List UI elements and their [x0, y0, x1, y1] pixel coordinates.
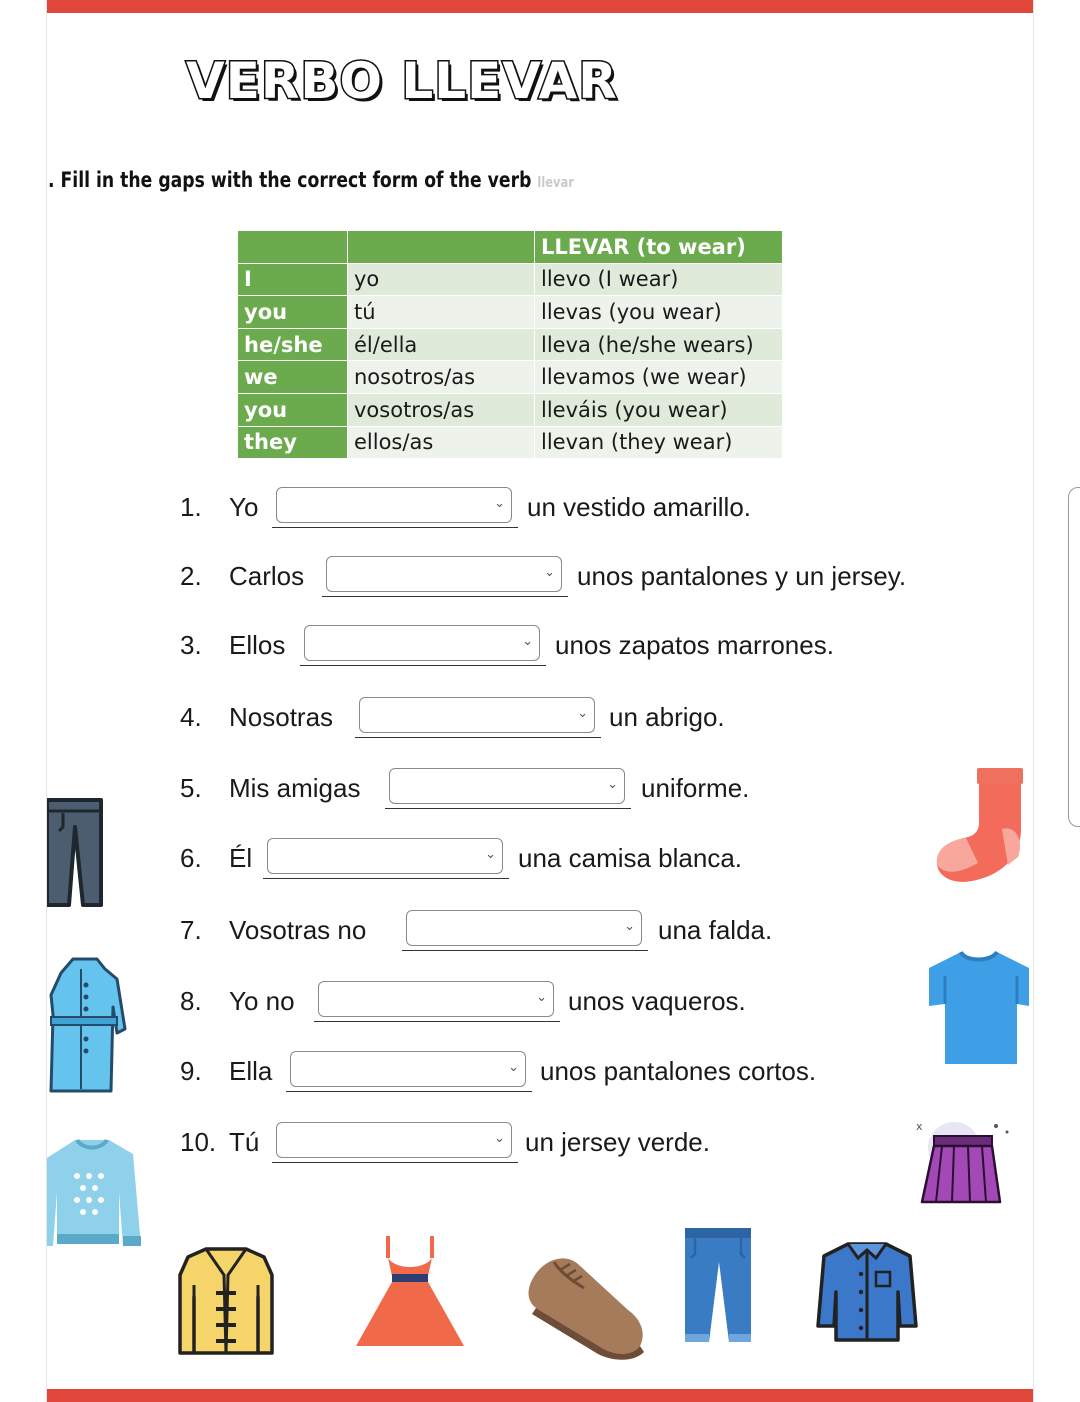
- tshirt-icon: [925, 948, 1033, 1068]
- sock-icon: [932, 765, 1027, 887]
- table-cell-form: llevan (they wear): [535, 426, 783, 459]
- exercise-rest: una camisa blanca.: [518, 843, 743, 873]
- chevron-down-icon: ⌄: [522, 633, 533, 648]
- chevron-down-icon: ⌄: [536, 989, 547, 1004]
- table-row: [238, 426, 783, 459]
- table-header-cell: [238, 231, 348, 264]
- exercise-number: 6.: [180, 843, 202, 873]
- page-title: VERBO LLEVAR: [186, 52, 618, 110]
- exercise-subject: Yo no: [229, 986, 295, 1016]
- answer-blank: [286, 1051, 532, 1092]
- exercise-subject: Mis amigas: [229, 773, 361, 803]
- svg-text:x: x: [916, 1120, 923, 1133]
- table-cell-english: you: [238, 296, 348, 329]
- shoe-icon: [524, 1252, 650, 1360]
- exercise-subject: Nosotras: [229, 702, 334, 732]
- exercise-number: 10.: [180, 1127, 217, 1157]
- exercise-number: 7.: [180, 915, 202, 945]
- exercise-number: 2.: [180, 561, 202, 591]
- bottom-accent-bar: [47, 1389, 1033, 1402]
- answer-dropdown[interactable]: [290, 1051, 526, 1087]
- jeans-icon: [683, 1226, 753, 1346]
- answer-blank: [355, 697, 601, 738]
- exercise-subject: Vosotras no: [229, 915, 367, 945]
- exercise-rest: unos pantalones cortos.: [540, 1056, 817, 1086]
- chevron-down-icon: ⌄: [494, 1130, 505, 1145]
- chevron-down-icon: ⌄: [544, 564, 555, 579]
- exercise-number: 4.: [180, 702, 202, 732]
- answer-dropdown[interactable]: [276, 1122, 512, 1158]
- exercise-subject: Él: [229, 843, 253, 873]
- table-cell-pronoun: ellos/as: [348, 426, 535, 459]
- exercise-rest: unos vaqueros.: [568, 986, 746, 1016]
- answer-dropdown[interactable]: [267, 838, 503, 874]
- chevron-down-icon: ⌄: [607, 776, 618, 791]
- answer-blank: [272, 487, 518, 528]
- answer-blank: [322, 556, 568, 597]
- cardigan-icon: [176, 1245, 276, 1357]
- coat-icon: [47, 955, 127, 1095]
- instruction-text: [48, 168, 574, 192]
- table-cell-english: he/she: [238, 328, 348, 361]
- answer-blank: [314, 981, 560, 1022]
- exercise-subject: Tú: [229, 1127, 260, 1157]
- answer-dropdown[interactable]: [406, 910, 642, 946]
- exercise-number: 3.: [180, 630, 202, 660]
- table-cell-pronoun: yo: [348, 263, 535, 296]
- table-row: [238, 296, 783, 329]
- table-row: [238, 328, 783, 361]
- skirt-icon: [912, 1118, 1012, 1210]
- exercise-number: 5.: [180, 773, 202, 803]
- answer-dropdown[interactable]: [276, 487, 512, 523]
- exercise-subject: Yo: [229, 492, 259, 522]
- table-cell-form: llevamos (we wear): [535, 361, 783, 394]
- table-cell-pronoun: vosotros/as: [348, 393, 535, 426]
- table-cell-pronoun: tú: [348, 296, 535, 329]
- chevron-down-icon: ⌄: [624, 918, 635, 933]
- table-cell-english: I: [238, 263, 348, 296]
- answer-blank: [385, 768, 631, 809]
- answer-blank: [263, 838, 509, 879]
- dress-icon: [352, 1232, 468, 1350]
- scrollbar-handle[interactable]: [1068, 487, 1080, 827]
- table-row: [238, 393, 783, 426]
- table-header-row: [238, 231, 783, 264]
- exercise-rest: una falda.: [658, 915, 773, 945]
- table-row: [238, 361, 783, 394]
- exercise-subject: Ella: [229, 1056, 273, 1086]
- answer-dropdown[interactable]: [304, 625, 540, 661]
- exercise-rest: un vestido amarillo.: [527, 492, 751, 522]
- trousers-icon: [47, 797, 105, 909]
- shirt-icon: [814, 1238, 920, 1344]
- exercise-rest: unos zapatos marrones.: [555, 630, 834, 660]
- exercise-rest: unos pantalones y un jersey.: [577, 561, 907, 591]
- exercise-rest: un jersey verde.: [525, 1127, 710, 1157]
- exercise-subject: Ellos: [229, 630, 286, 660]
- answer-dropdown[interactable]: [359, 697, 595, 733]
- table-header-cell: [348, 231, 535, 264]
- table-cell-form: llevo (I wear): [535, 263, 783, 296]
- answer-blank: [402, 910, 648, 951]
- answer-blank: [272, 1122, 518, 1163]
- instruction-main: . Fill in the gaps with the correct form of the verb: [48, 168, 532, 192]
- table-cell-form: lleva (he/she wears): [535, 328, 783, 361]
- chevron-down-icon: ⌄: [485, 846, 496, 861]
- chevron-down-icon: ⌄: [508, 1059, 519, 1074]
- exercise-rest: uniforme.: [641, 773, 750, 803]
- table-cell-pronoun: él/ella: [348, 328, 535, 361]
- exercise-number: 9.: [180, 1056, 202, 1086]
- page-edge-right: [1033, 0, 1034, 1402]
- table-header-cell: LLEVAR (to wear): [535, 231, 783, 264]
- table-cell-english: you: [238, 393, 348, 426]
- answer-dropdown[interactable]: [318, 981, 554, 1017]
- answer-dropdown[interactable]: [326, 556, 562, 592]
- answer-dropdown[interactable]: [389, 768, 625, 804]
- table-cell-english: they: [238, 426, 348, 459]
- exercise-number: 8.: [180, 986, 202, 1016]
- table-cell-pronoun: nosotros/as: [348, 361, 535, 394]
- chevron-down-icon: ⌄: [577, 705, 588, 720]
- answer-blank: [300, 625, 546, 666]
- table-cell-english: we: [238, 361, 348, 394]
- table-cell-form: llevas (you wear): [535, 296, 783, 329]
- exercise-rest: un abrigo.: [609, 702, 725, 732]
- top-accent-bar: [47, 0, 1033, 13]
- sweater-icon: [47, 1136, 143, 1250]
- table-cell-form: lleváis (you wear): [535, 393, 783, 426]
- exercise-subject: Carlos: [229, 561, 305, 591]
- table-row: [238, 263, 783, 296]
- conjugation-table: [237, 230, 783, 459]
- chevron-down-icon: ⌄: [494, 495, 505, 510]
- exercise-number: 1.: [180, 492, 202, 522]
- instruction-faded: llevar: [537, 175, 574, 191]
